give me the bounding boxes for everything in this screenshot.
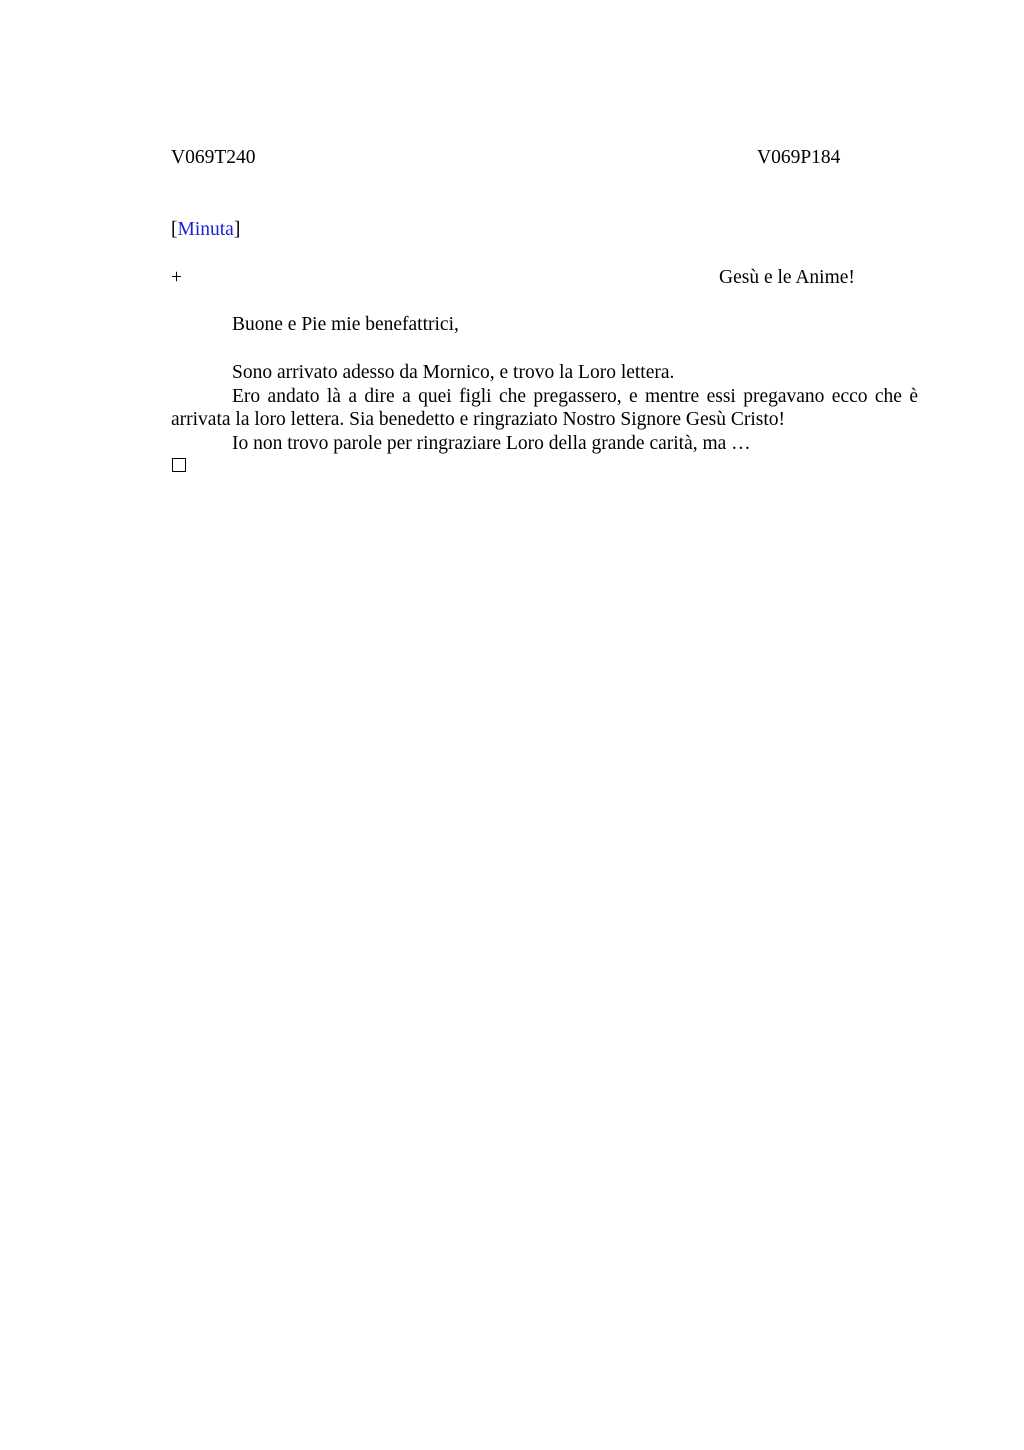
draft-label: Minuta <box>177 219 234 240</box>
document-code-left: V069T240 <box>171 147 256 168</box>
empty-square-icon <box>172 458 186 472</box>
letter-body <box>171 361 918 455</box>
invocation-motto: Gesù e le Anime! <box>719 267 855 288</box>
letter-paragraph: Sono arrivato adesso da Mornico, e trovo la Loro lettera. <box>232 362 675 383</box>
document-code-right: V069P184 <box>757 147 841 168</box>
letter-paragraph: Ero andato là a dire a quei figli che pregassero, e mentre essi pregavano ecco che è arrivata la loro lettera. Sia benedetto e ringraziato Nostro Signore Gesù Cristo! <box>171 385 918 430</box>
draft-annotation <box>171 218 240 242</box>
letter-salutation: Buone e Pie mie benefattrici, <box>232 314 459 335</box>
cross-symbol: + <box>171 267 182 288</box>
close-bracket: ] <box>233 219 241 240</box>
open-bracket: [ <box>171 219 178 240</box>
letter-paragraph: Io non trovo parole per ringraziare Loro della grande carità, ma … <box>232 432 751 454</box>
